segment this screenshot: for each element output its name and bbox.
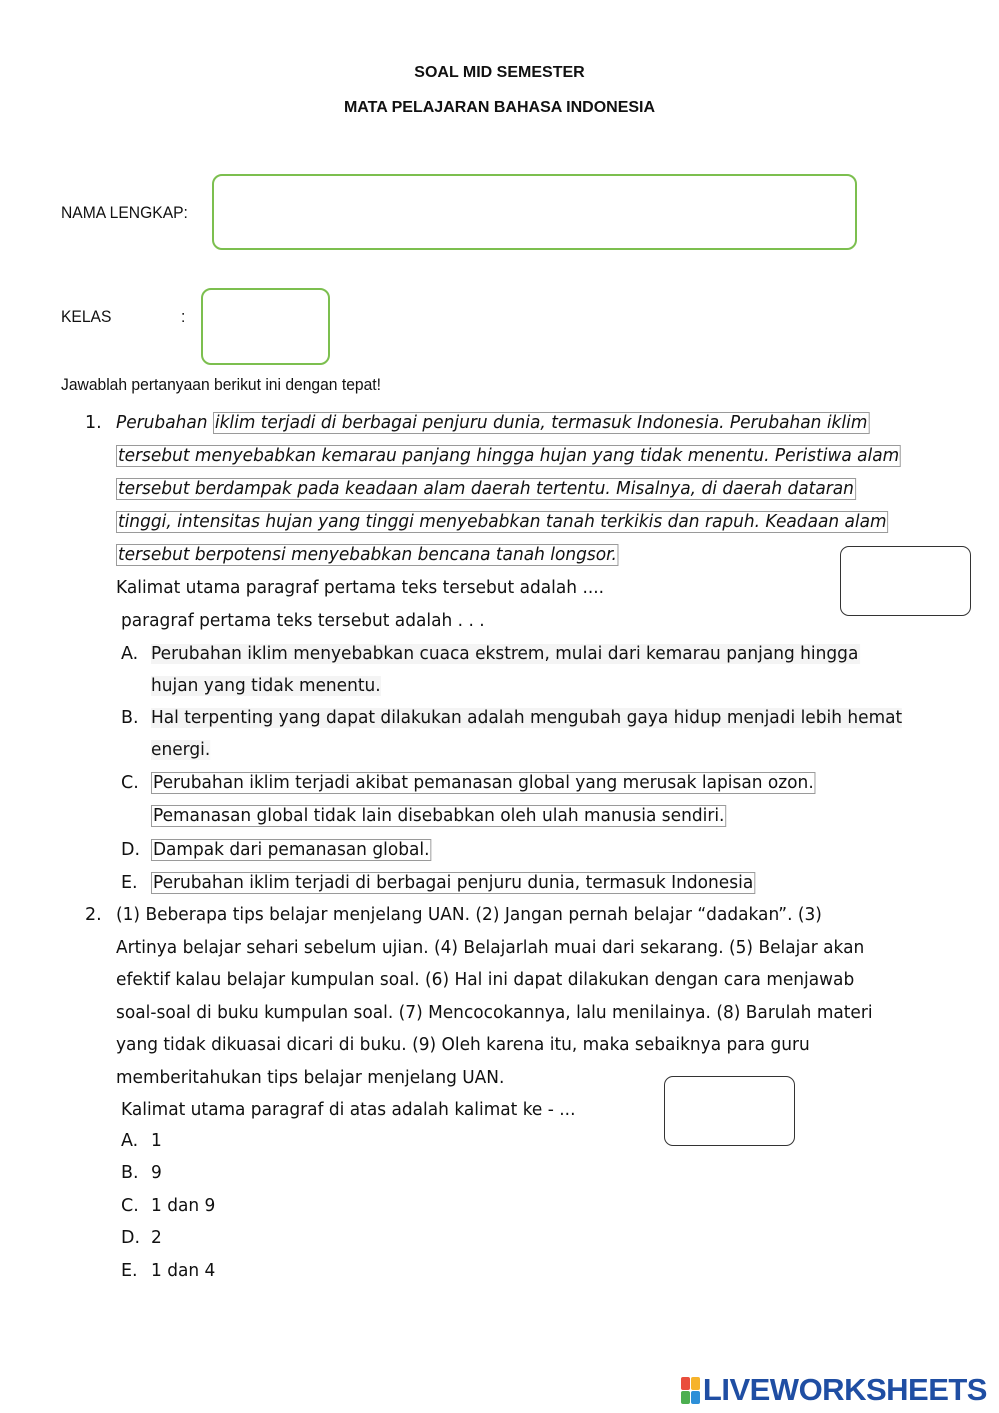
passage-line: soal-soal di buku kumpulan soal. (7) Mencocokannya, lalu menilainya. (8) Barulah materi (116, 1003, 873, 1023)
passage-line: Artinya belajar sehari sebelum ujian. (4) Belajarlah muai dari sekarang. (5) Belajar akan (116, 938, 865, 958)
passage-highlight[interactable]: tersebut menyebabkan kemarau panjang hingga hujan yang tidak menentu. Peristiwa alam (117, 446, 900, 466)
option-text: 9 (151, 1163, 162, 1183)
question-1-prompt-continued: paragraf pertama teks tersebut adalah . . . (121, 611, 485, 631)
option-c-line (151, 806, 726, 826)
option-letter: E. (121, 873, 138, 893)
page-subtitle: MATA PELAJARAN BAHASA INDONESIA (343, 99, 656, 116)
passage-line (116, 413, 869, 433)
option-e-line (151, 873, 755, 893)
option-c-highlight[interactable]: Perubahan iklim terjadi akibat pemanasan global yang merusak lapisan ozon. (152, 773, 814, 793)
option-b-line: Hal terpenting yang dapat dilakukan adalah mengubah gaya hidup menjadi lebih hemat (151, 708, 903, 728)
class-label: KELAS (61, 307, 112, 326)
passage-line: yang tidak dikuasai dicari di buku. (9) Oleh karena itu, maka sebaiknya para guru (116, 1035, 810, 1055)
page-title: SOAL MID SEMESTER (414, 64, 585, 81)
instruction-text: Jawablah pertanyaan berikut ini dengan tepat! (61, 375, 381, 394)
option-c-line (151, 773, 816, 793)
passage-line (116, 512, 889, 532)
option-text: 1 (151, 1131, 162, 1151)
class-colon: : (181, 307, 186, 326)
option-d-line (151, 840, 431, 860)
passage-line (116, 446, 901, 466)
passage-line: memberitahukan tips belajar menjelang UAN. (116, 1068, 505, 1088)
passage-line (116, 479, 856, 499)
passage-highlight[interactable]: iklim terjadi di berbagai penjuru dunia, termasuk Indonesia. Perubahan iklim (214, 413, 868, 433)
option-letter: A. (121, 644, 139, 664)
option-letter: E. (121, 1261, 138, 1281)
option-letter: D. (121, 840, 141, 860)
name-label: NAMA LENGKAP: (61, 203, 188, 222)
option-d-highlight[interactable]: Dampak dari pemanasan global. (152, 840, 430, 860)
option-c-highlight[interactable]: Pemanasan global tidak lain disebabkan oleh ulah manusia sendiri. (152, 806, 725, 826)
passage-highlight[interactable]: tinggi, intensitas hujan yang tinggi menyebabkan tanah terkikis dan rapuh. Keadaan alam (117, 512, 887, 532)
option-e-highlight[interactable]: Perubahan iklim terjadi di berbagai penjuru dunia, termasuk Indonesia (152, 873, 754, 893)
option-letter: B. (121, 1163, 139, 1183)
passage-line: (1) Beberapa tips belajar menjelang UAN. (2) Jangan pernah belajar “dadakan”. (3) (116, 905, 822, 925)
liveworksheets-logo (681, 1372, 987, 1408)
logo-block (681, 1377, 690, 1390)
question-2-answer-box[interactable] (664, 1076, 795, 1146)
option-b-line: energi. (151, 740, 211, 760)
class-input[interactable] (201, 288, 330, 365)
logo-block (691, 1377, 700, 1390)
option-a-line: Perubahan iklim menyebabkan cuaca ekstrem, mulai dari kemarau panjang hingga (151, 644, 859, 664)
option-letter: B. (121, 708, 139, 728)
question-2-prompt: Kalimat utama paragraf di atas adalah kalimat ke - ... (121, 1100, 576, 1120)
question-2-number: 2. (85, 905, 102, 925)
question-1-prompt: Kalimat utama paragraf pertama teks tersebut adalah .... (116, 578, 605, 598)
passage-highlight[interactable]: tersebut berpotensi menyebabkan bencana tanah longsor. (117, 545, 617, 565)
option-text: 1 dan 4 (151, 1261, 216, 1281)
option-a-line: hujan yang tidak menentu. (151, 676, 381, 696)
option-text: 1 dan 9 (151, 1196, 216, 1216)
option-letter: D. (121, 1228, 141, 1248)
option-letter: C. (121, 773, 139, 793)
liveworksheets-logo-icon (681, 1377, 700, 1404)
passage-line: efektif kalau belajar kumpulan soal. (6) Hal ini dapat dilakukan dengan cara menjawab (116, 970, 855, 990)
question-1-number: 1. (85, 413, 102, 433)
passage-line-prefix: Perubahan (116, 413, 213, 433)
logo-block (681, 1391, 690, 1404)
option-letter: C. (121, 1196, 139, 1216)
name-input[interactable] (212, 174, 857, 250)
question-1-answer-box[interactable] (840, 546, 971, 616)
logo-block (691, 1391, 700, 1404)
logo-text: LIVEWORKSHEETS (702, 1372, 987, 1407)
passage-highlight[interactable]: tersebut berdampak pada keadaan alam daerah tertentu. Misalnya, di daerah dataran (117, 479, 854, 499)
option-letter: A. (121, 1131, 139, 1151)
option-text: 2 (151, 1228, 162, 1248)
passage-line (116, 545, 619, 565)
